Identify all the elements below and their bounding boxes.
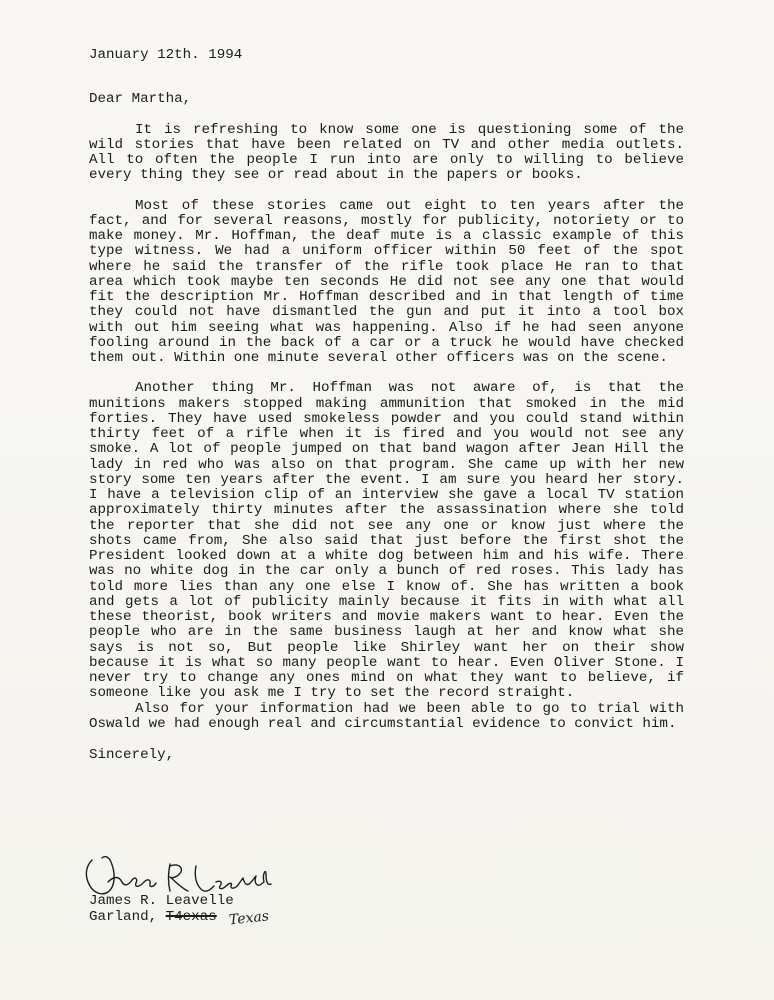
letter-body (89, 48, 684, 763)
handwritten-texas (228, 907, 278, 929)
closing: Sincerely, (89, 747, 175, 763)
paragraph-1: It is refreshing to know some one is questioning some of the wild stories that have been related on TV and other media outlets. All to often the people I run into are only to willing to believe every thing they see or read about in the papers or books. (89, 121, 684, 184)
typed-name: James R. Leavelle (89, 893, 234, 909)
city: Garland, (89, 909, 158, 925)
salutation: Dear Martha, (89, 91, 192, 108)
handwritten-texas-text: Texas (228, 908, 270, 929)
struck-state: T4exas (165, 909, 217, 925)
paragraph-3: Another thing Mr. Hoffman was not aware of, is that the munitions makers stopped making ammunition that smoked in the mid forties. They have used smokeless powder and you could stand within thirty feet of a rifle when it is fired and you would not see any smoke. A lot of people jumped on that band wagon after Jean Hill the lady in red who was also on that program. She came up with her new story some ten years after the event. I am sure you heard her story. I have a television clip of an interview she gave a local TV station approximately thirty minutes after the assassination where she told the reporter that she did not see any one or know just where the shots came from, She also said that just before the first shot the President looked down at a white dog between him and his wife. There was no white dog in the car only a bunch of red roses. This lady has told more lies than any one else I know of. She has written a book and gets a lot of publicity mainly because it fits in with what all these theorist, book writers and movie makers want to hear. Even the people who are in the same business laugh at her and know what she says is not so, But people like Shirley want her on their show because it is what so many people want to hear. Even Oliver Stone. I never try to change any ones mind on what they want to believe, if someone like you ask me I try to set the record straight. (89, 380, 684, 702)
letter-date: January 12th. 1994 (89, 47, 243, 63)
paragraph-2: Most of these stories came out eight to ten years after the fact, and for several reasons, mostly for publicity, notoriety or to make money. Mr. Hoffman, the deaf mute is a classic example of this type witness. We had a uniform officer within 50 feet of the spot where he said the transfer of the rifle took place He ran to that area which took maybe ten seconds He did not see any one that would fit the description Mr. Hoffman described and in that length of time they could not have dismantled the gun and put it into a tool box with out him seeing what was happening. Also if he had seen anyone fooling around in the back of a car or a truck he would have checked them out. Within one minute several other officers was on the scene. (89, 197, 684, 366)
signature-block (89, 893, 234, 925)
address-line (89, 909, 234, 925)
paragraph-4: Also for your information had we been able to go to trial with Oswald we had enough real and circumstantial evidence to convict him. (89, 700, 684, 732)
